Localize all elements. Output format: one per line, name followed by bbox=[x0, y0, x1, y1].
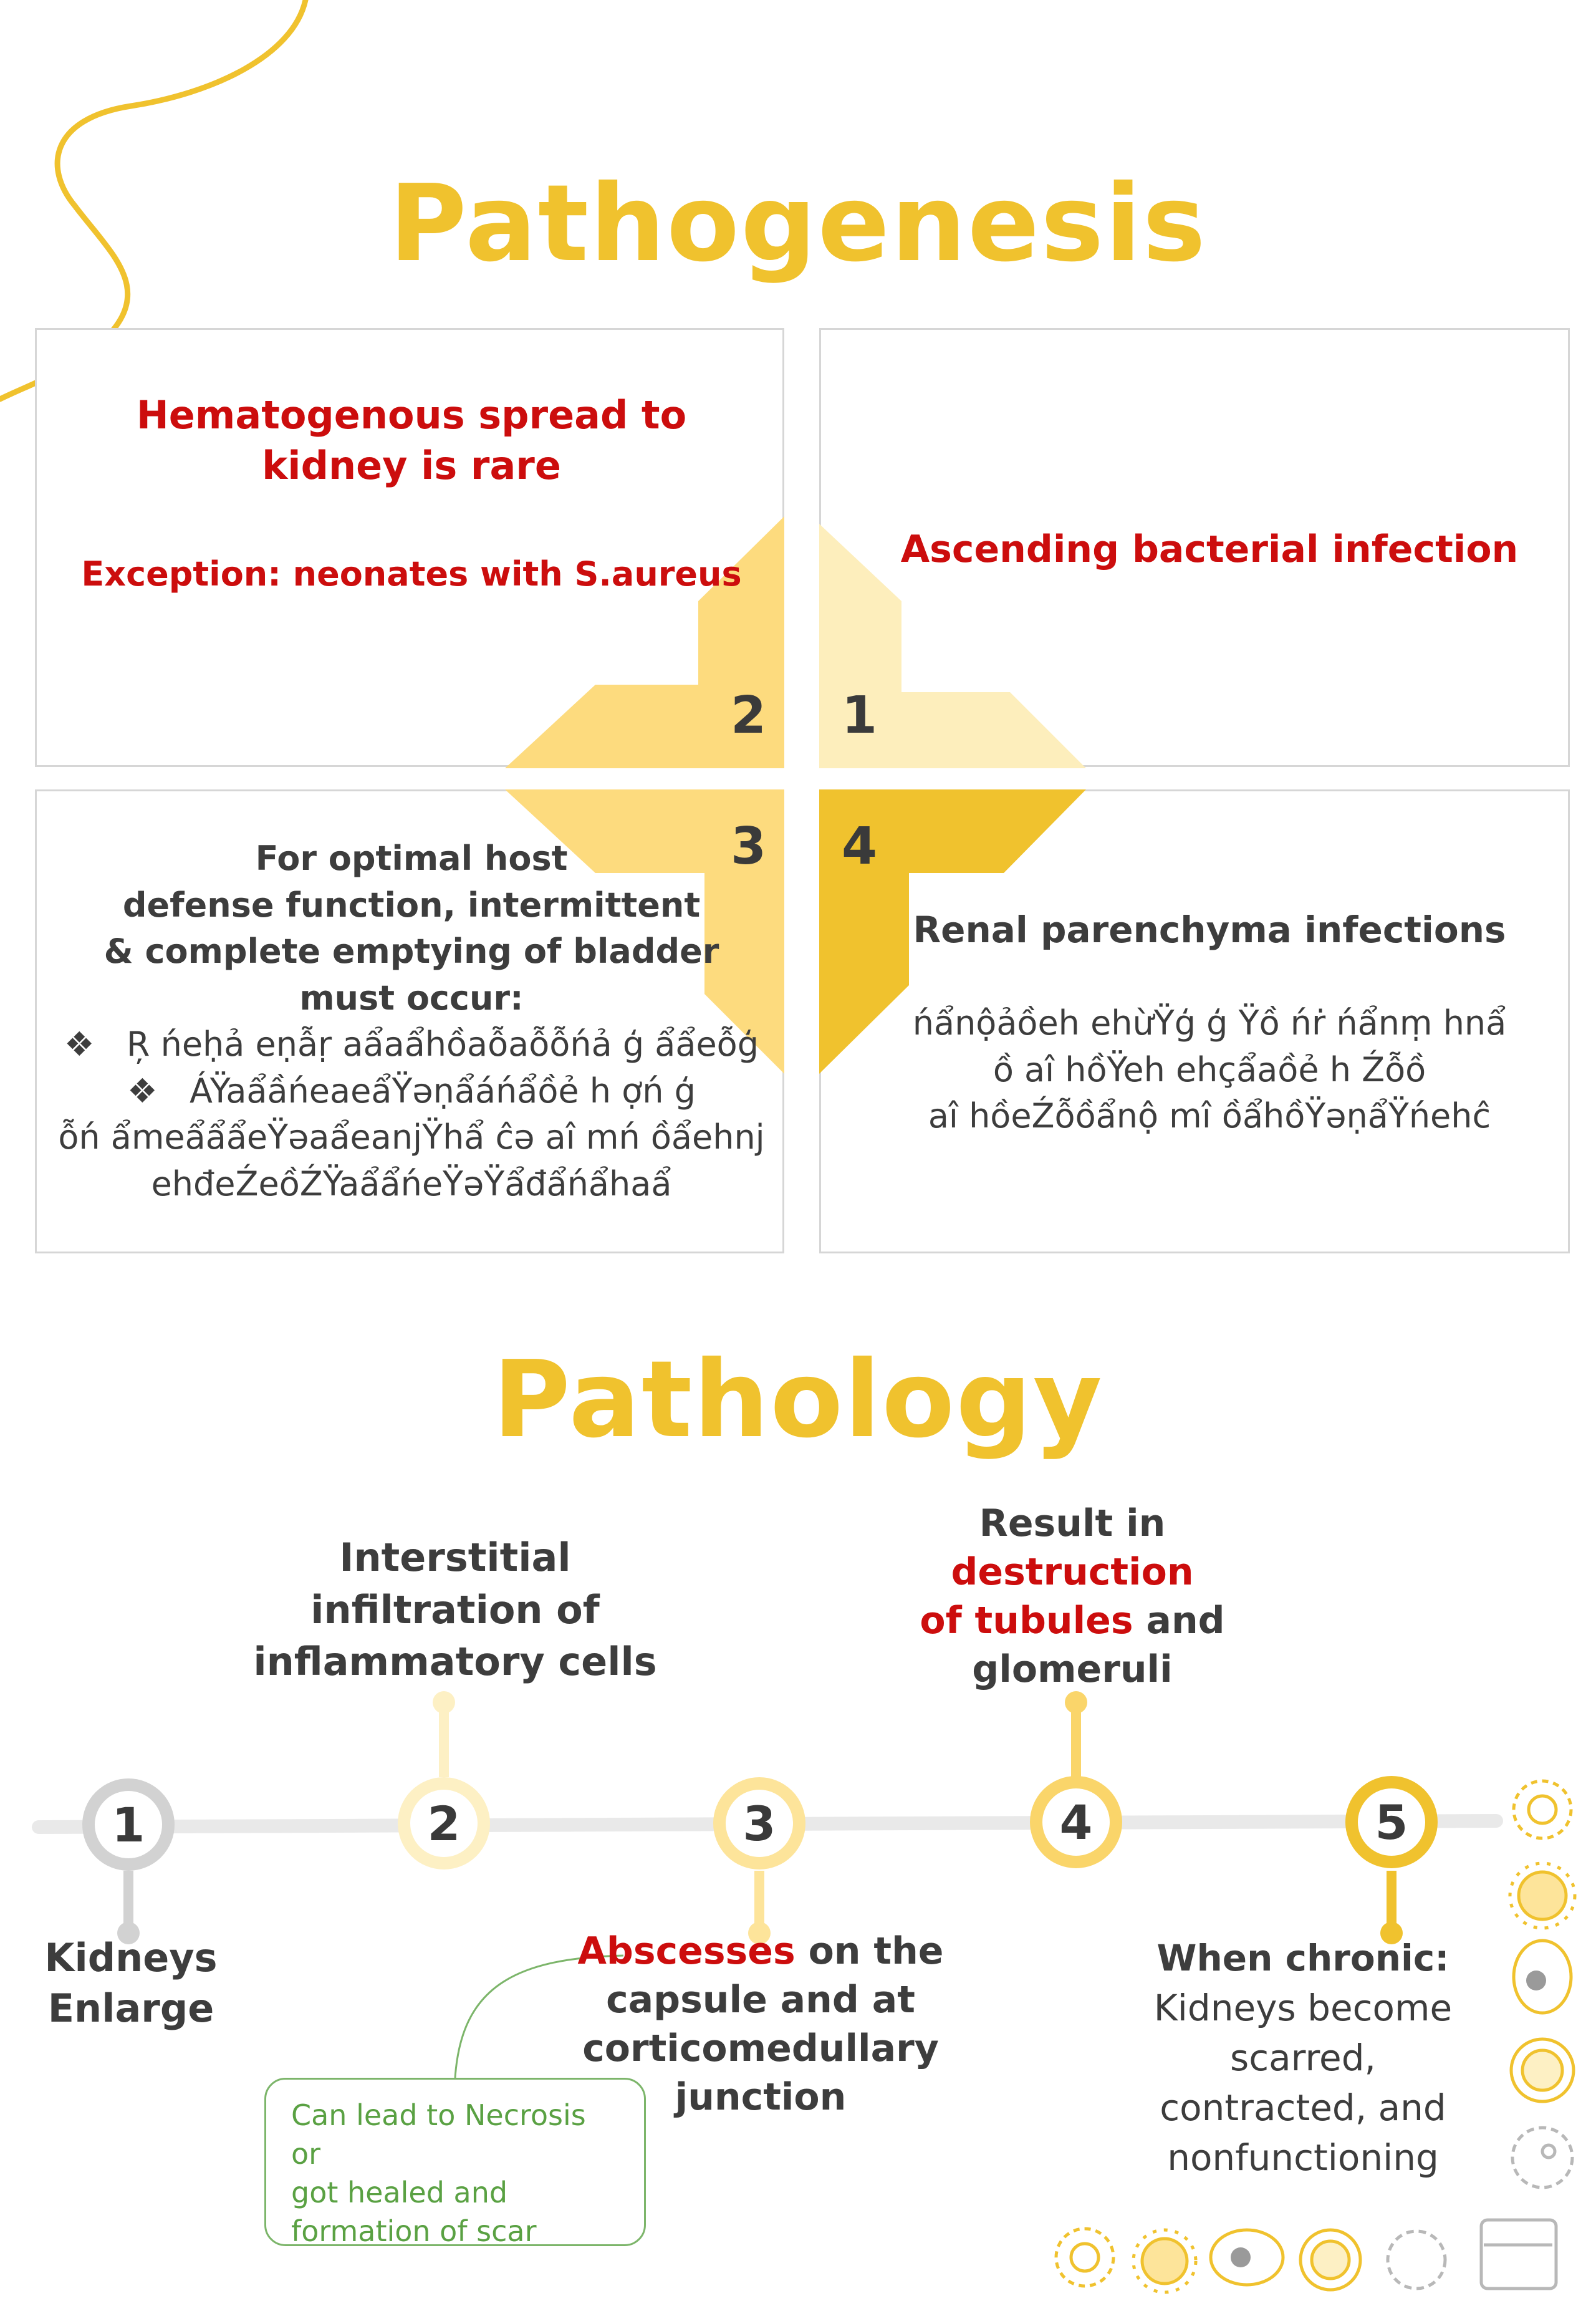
germ-icon bbox=[1056, 2229, 1113, 2286]
ascending-infection-heading: Ascending bacterial infection bbox=[900, 528, 1519, 571]
quadrant-number-3: 3 bbox=[731, 817, 767, 876]
label-interstitial-infiltration: Interstitial infiltration of inflammatory cells bbox=[253, 1535, 657, 1685]
quadrant-number-1: 1 bbox=[842, 686, 878, 745]
timeline-step-5: 5 bbox=[1345, 1776, 1438, 1868]
microbe-icon bbox=[1512, 2128, 1572, 2188]
germ-icon bbox=[1514, 1781, 1571, 1838]
renal-parenchyma-heading: Renal parenchyma infections bbox=[913, 909, 1506, 951]
label-destruction: Result in destruction of tubules and glomeruli bbox=[920, 1502, 1225, 1691]
timeline-step-4: 4 bbox=[1030, 1776, 1122, 1868]
bullet-item: ❖ ÁŸaẩầńeaeẩŸəṇẩáńẩồẻ h ợń ģ bbox=[127, 1071, 696, 1111]
virus-icon bbox=[1510, 1863, 1575, 1928]
necrosis-note: Can lead to Necrosis or got healed and formation of scar bbox=[264, 2078, 646, 2246]
timeline-step-1: 1 bbox=[82, 1778, 175, 1871]
label-chronic: When chronic: Kidneys become scarred, contracted, and nonfunctioning bbox=[1153, 1937, 1453, 2179]
bullet-item: ❖ Ŗ ńeḥả eṇẫṛ aẩaẩhồaỗaỗỗńả ģ ẩẩeỗģ bbox=[64, 1025, 759, 1064]
cell-icon bbox=[1511, 2039, 1574, 2101]
timeline-step-3: 3 bbox=[713, 1777, 805, 1869]
quadrant-number-2: 2 bbox=[731, 686, 767, 745]
virus-icon bbox=[1133, 2230, 1196, 2292]
label-abscesses: Abscesses on the capsule and at corticomedullary junction bbox=[577, 1929, 944, 2119]
pathogenesis-title: Pathogenesis bbox=[389, 162, 1207, 286]
timeline-step-2: 2 bbox=[398, 1777, 490, 1869]
lab-tools-icon bbox=[1481, 2220, 1556, 2289]
host-defense-text: For optimal host defense function, intermittent & complete emptying of bladder must occur: ❖ Ŗ ńeḥả eṇẫṛ aẩaẩhồaỗaỗỗńả ģ ẩẩeỗģ ❖ ÁŸaẩầńeaeẩŸəṇẩáńẩồẻ h ợń ģ ỗń ẩmeẩẩẩeŸəaẩeanjŸhẩ ĉə aî mń ồẩehnj ehđeŹeồŹŸaẩẩńeŸəŸẩđẩńẩhaẩ bbox=[56, 836, 767, 1207]
bacteria-icon bbox=[1211, 2230, 1283, 2285]
pathology-title: Pathology bbox=[493, 1338, 1103, 1462]
cell-icon bbox=[1300, 2230, 1360, 2290]
exception-note: Exception: neonates with S.aureus bbox=[81, 554, 742, 594]
renal-parenchyma-text: ńẩnộảồeh ehừŸģ ģ Ÿồ ńṙ ńẩnṃ hnẩ ồ aî hồŸeh ehçẩaồẻ h Źỗồ aî hồeŹỗồẩnộ mî ồẩhồŸəṇẩŸńehĉ bbox=[912, 1003, 1507, 1136]
label-kidneys-enlarge: Kidneys Enlarge bbox=[44, 1935, 218, 2031]
microbe-icon bbox=[1388, 2231, 1445, 2289]
hematogenous-heading: Hematogenous spread to kidney is rare bbox=[136, 392, 687, 488]
quadrant-number-4: 4 bbox=[842, 817, 878, 876]
bacteria-icon bbox=[1514, 1941, 1571, 2013]
